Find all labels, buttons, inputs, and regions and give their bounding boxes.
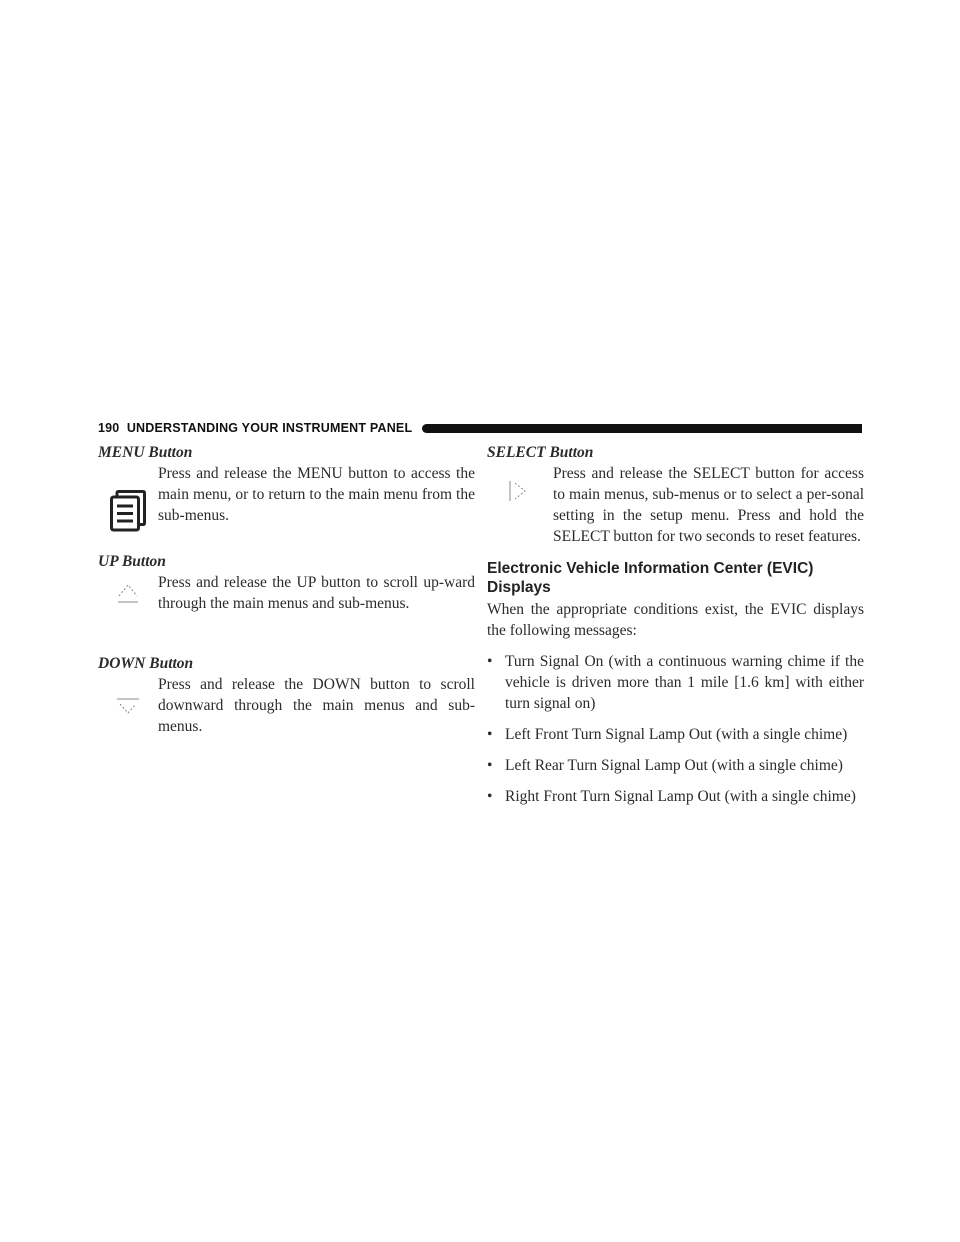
list-item	[487, 755, 864, 776]
list-item	[487, 651, 864, 714]
evic-heading: Electronic Vehicle Information Center (EVIC) Displays	[487, 560, 814, 596]
down-button-description: Press and release the DOWN button to scroll downward through the main menus and sub-menus.	[158, 676, 475, 735]
menu-button-block	[98, 463, 475, 532]
list-item-text: Left Rear Turn Signal Lamp Out (with a single chime)	[505, 757, 843, 774]
menu-button-description: Press and release the MENU button to access the main menu, or to return to the main menu from the sub-menus.	[158, 465, 475, 524]
right-column	[487, 443, 864, 817]
menu-icon	[98, 463, 158, 532]
bullet-icon: •	[487, 757, 493, 774]
select-button-block	[487, 463, 864, 547]
down-button-block	[98, 674, 475, 737]
up-button-description: Press and release the UP button to scroll up-ward through the main menus and sub-menus.	[158, 574, 475, 612]
list-item-text: Turn Signal On (with a continuous warning chime if the vehicle is driven more than 1 mile [1.6 km] with either turn signal on)	[505, 653, 864, 712]
down-button-title: DOWN Button	[98, 655, 194, 672]
section-title: UNDERSTANDING YOUR INSTRUMENT PANEL	[126, 421, 413, 435]
list-item	[487, 786, 864, 807]
list-item	[487, 724, 864, 745]
up-button-block	[98, 572, 475, 614]
bullet-icon: •	[487, 788, 493, 805]
page-header	[98, 418, 862, 438]
list-item-text: Left Front Turn Signal Lamp Out (with a single chime)	[505, 726, 848, 743]
up-button-title: UP Button	[98, 553, 166, 570]
down-arrow-icon	[98, 674, 158, 737]
evic-intro: When the appropriate conditions exist, the EVIC displays the following messages:	[487, 601, 864, 639]
select-arrow-icon	[487, 463, 553, 547]
bullet-icon: •	[487, 726, 493, 743]
list-item-text: Right Front Turn Signal Lamp Out (with a single chime)	[505, 788, 856, 805]
header-rule	[422, 424, 862, 433]
evic-message-list	[487, 651, 864, 807]
up-arrow-icon	[98, 572, 158, 614]
left-column	[98, 443, 475, 737]
select-button-title: SELECT Button	[487, 444, 594, 461]
select-button-description: Press and release the SELECT button for access to main menus, sub-menus or to select a per-sonal setting in the setup menu. Press and hold the SELECT button for two seconds to reset features.	[553, 465, 864, 545]
page-header-text	[98, 421, 412, 435]
bullet-icon: •	[487, 653, 493, 670]
menu-button-title: MENU Button	[98, 444, 193, 461]
page-number: 190	[98, 421, 120, 435]
